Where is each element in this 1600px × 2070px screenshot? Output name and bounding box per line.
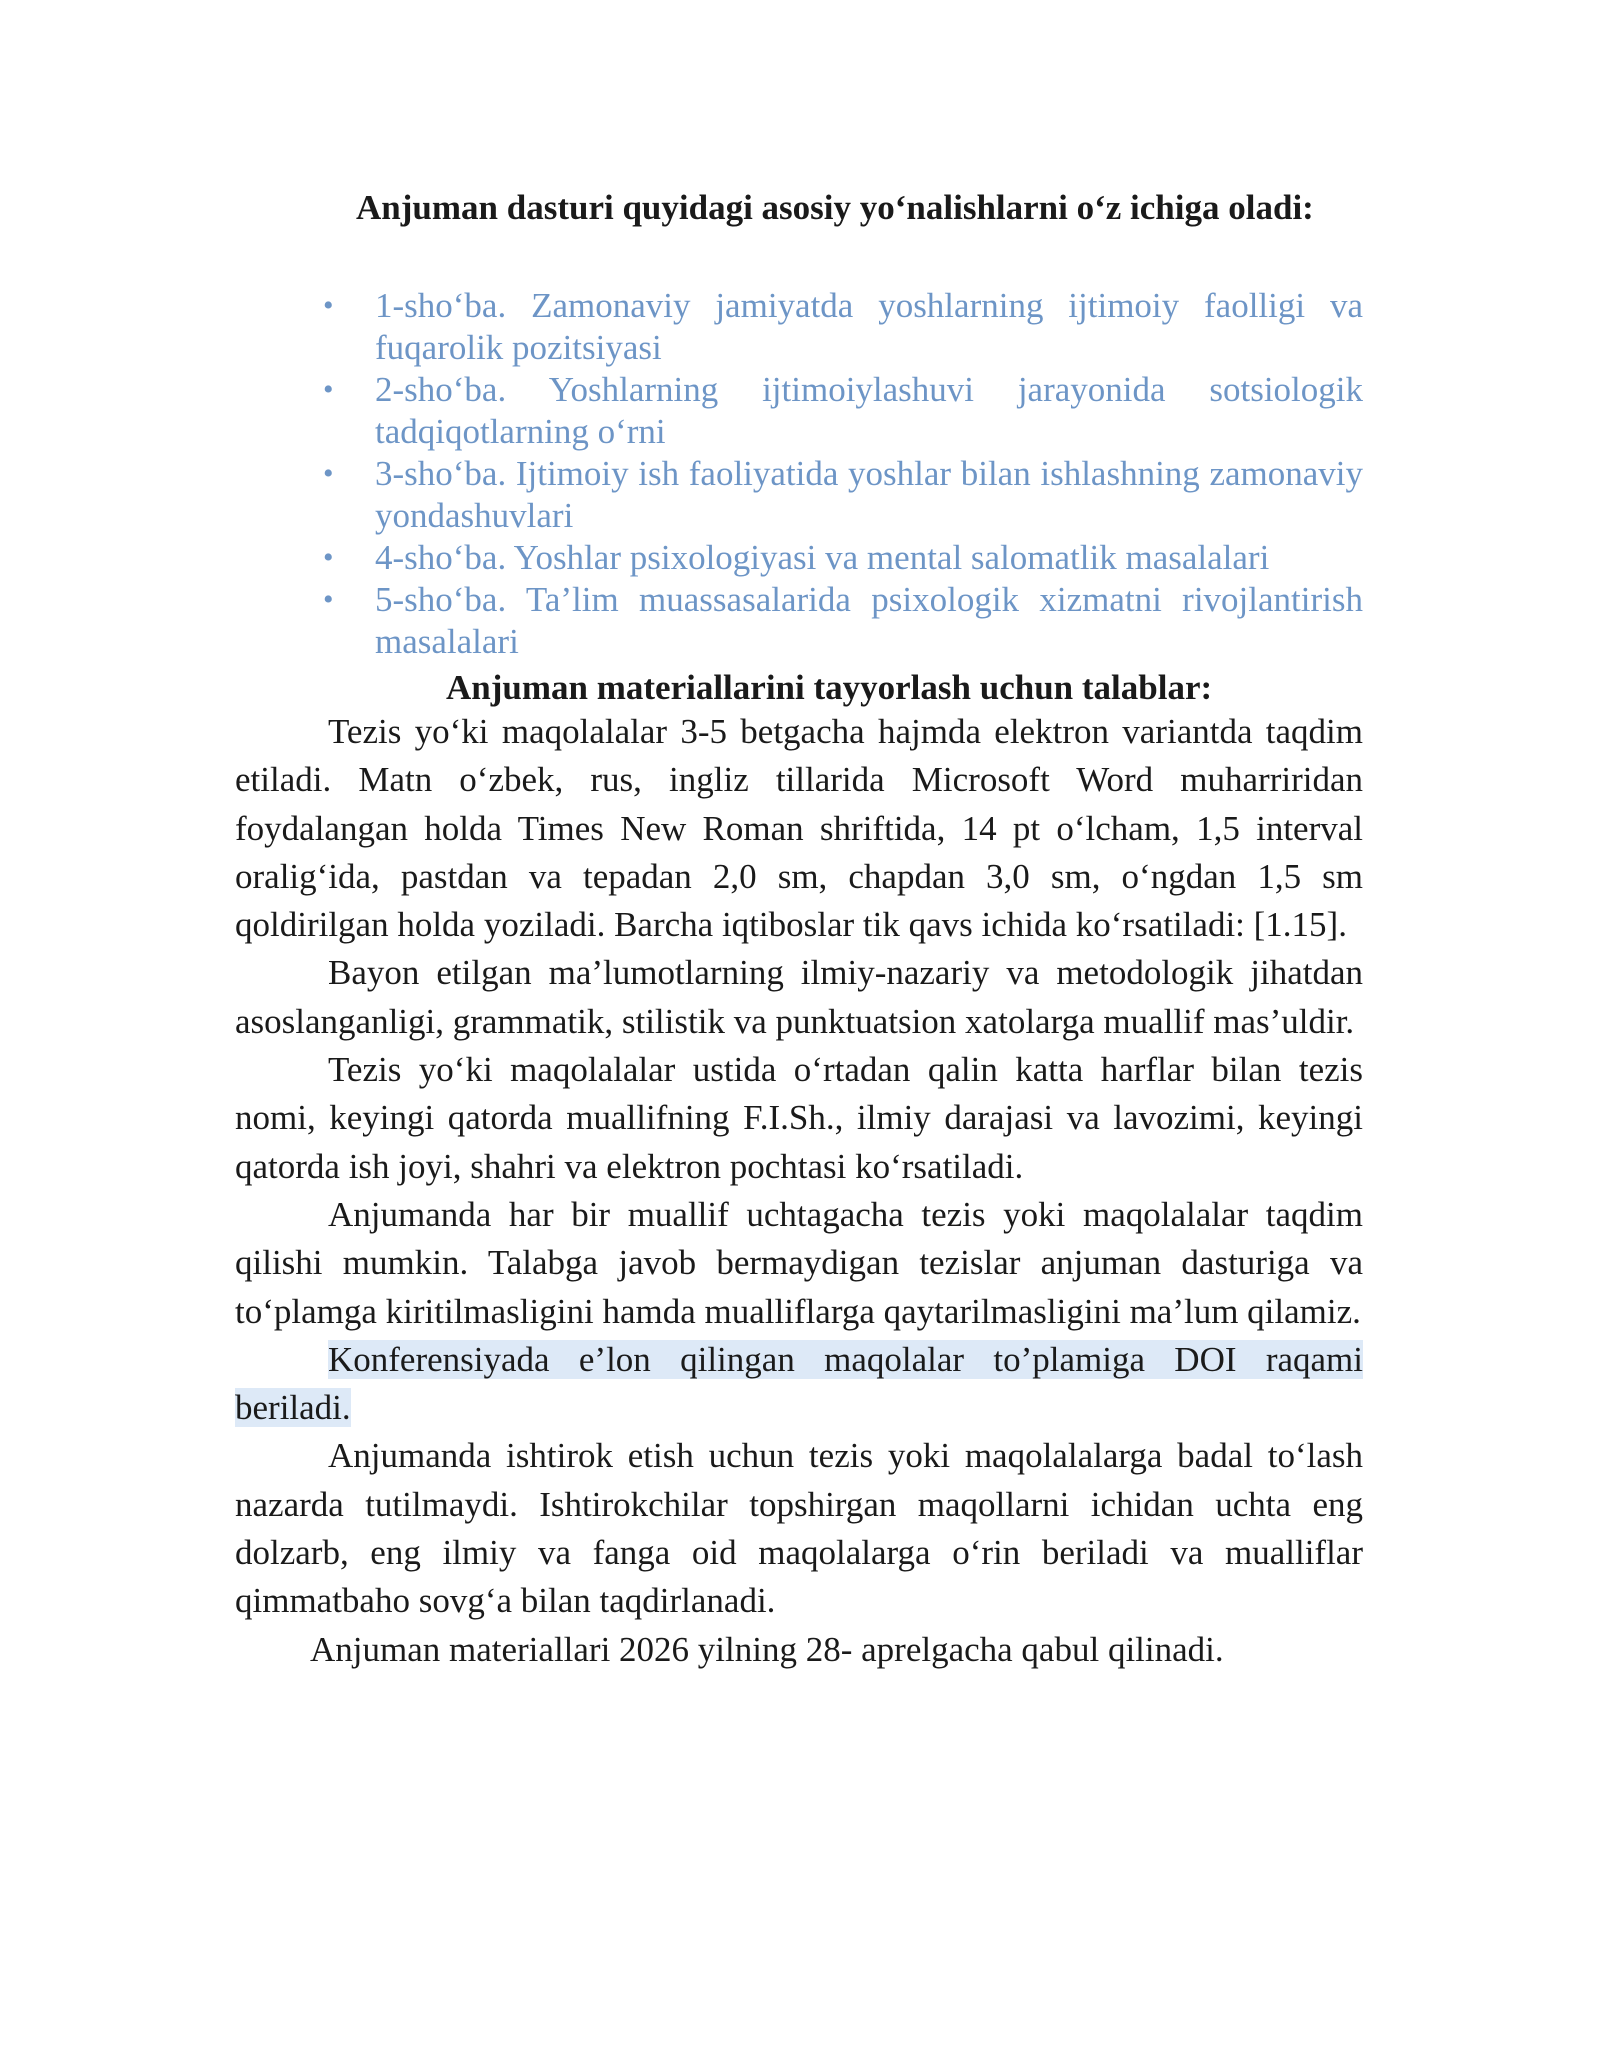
list-item (323, 579, 1363, 663)
bullet-icon: • (323, 541, 334, 574)
paragraph-title-format: Tezis yo‘ki maqolalalar ustida o‘rtadan qalin katta harflar bilan tezis nomi, keyingi qatorda muallifning F.I.Sh., ilmiy darajasi va lavozimi, keyingi qatorda ish joyi, shahri va elektron pochtasi ko‘rsatiladi. (235, 1050, 1363, 1186)
highlighted-text: Konferensiyada e’lon qilingan maqolalar to’plamiga DOI raqami beriladi. (235, 1339, 1363, 1428)
section-text: 3-sho‘ba. Ijtimoiy ish faoliyatida yoshlar bilan ishlashning zamonaviy yondashuvlari (375, 454, 1363, 535)
list-item (323, 369, 1363, 453)
requirements-heading: Anjuman materiallarini tayyorlash uchun talablar: (446, 668, 1213, 707)
section-text: 5-sho‘ba. Ta’lim muassasalarida psixologik xizmatni rivojlantirish masalalari (375, 580, 1363, 661)
bullet-icon: • (323, 289, 334, 322)
section-text: 1-sho‘ba. Zamonaviy jamiyatda yoshlarning ijtimoiy faolligi va fuqarolik pozitsiyasi (375, 286, 1363, 367)
requirements-body (235, 708, 1363, 1674)
list-item (323, 537, 1363, 579)
bullet-icon: • (323, 373, 334, 406)
paragraph-submission-limit: Anjumanda har bir muallif uchtagacha tezis yoki maqolalalar taqdim qilishi mumkin. Talabga javob bermaydigan tezislar anjuman dasturiga va to‘plamga kiritilmasligini hamda mualliflarga qaytarilmasligini ma’lum qilamiz. (235, 1194, 1363, 1331)
section-text: 4-sho‘ba. Yoshlar psixologiyasi va mental salomatlik masalalari (375, 538, 1270, 577)
paragraph-doi (235, 1336, 1363, 1433)
program-heading: Anjuman dasturi quyidagi asosiy yo‘nalishlarni o‘z ichiga oladi: (356, 188, 1314, 227)
paragraph-deadline: Anjuman materiallari 2026 yilning 28- aprelgacha qabul qilinadi. (310, 1629, 1224, 1669)
bullet-icon: • (323, 457, 334, 490)
list-item (323, 453, 1363, 537)
paragraph-participation: Anjumanda ishtirok etish uchun tezis yoki maqolalalarga badal to‘lash nazarda tutilmaydi. Ishtirokchilar topshirgan maqollarni ichidan uchta eng dolzarb, eng ilmiy va fanga oid maqolalarga o‘rin beriladi va mualliflar qimmatbaho sovg‘a bilan taqdirlanadi. (235, 1436, 1363, 1621)
list-item (323, 285, 1363, 369)
section-text: 2-sho‘ba. Yoshlarning ijtimoiylashuvi jarayonida sotsiologik tadqiqotlarning o‘rni (375, 370, 1363, 451)
paragraph-format: Tezis yo‘ki maqolalalar 3-5 betgacha hajmda elektron variantda taqdim etiladi. Matn o‘zbek, rus, ingliz tillarida Microsoft Word muharriridan foydalangan holda Times New Roman shriftida, 14 pt o‘lcham, 1,5 interval oralig‘ida, pastdan va tepadan 2,0 sm, chapdan 3,0 sm, o‘ngdan 1,5 sm qoldirilgan holda yoziladi. Barcha iqtiboslar tik qavs ichida ko‘rsatiladi: [1.15]. (235, 712, 1363, 945)
bullet-icon: • (323, 583, 334, 616)
section-list (323, 285, 1363, 663)
paragraph-responsibility: Bayon etilgan ma’lumotlarning ilmiy-nazariy va metodologik jihatdan asoslanganligi, grammatik, stilistik va punktuatsion xatolarga muallif mas’uldir. (235, 953, 1363, 1041)
